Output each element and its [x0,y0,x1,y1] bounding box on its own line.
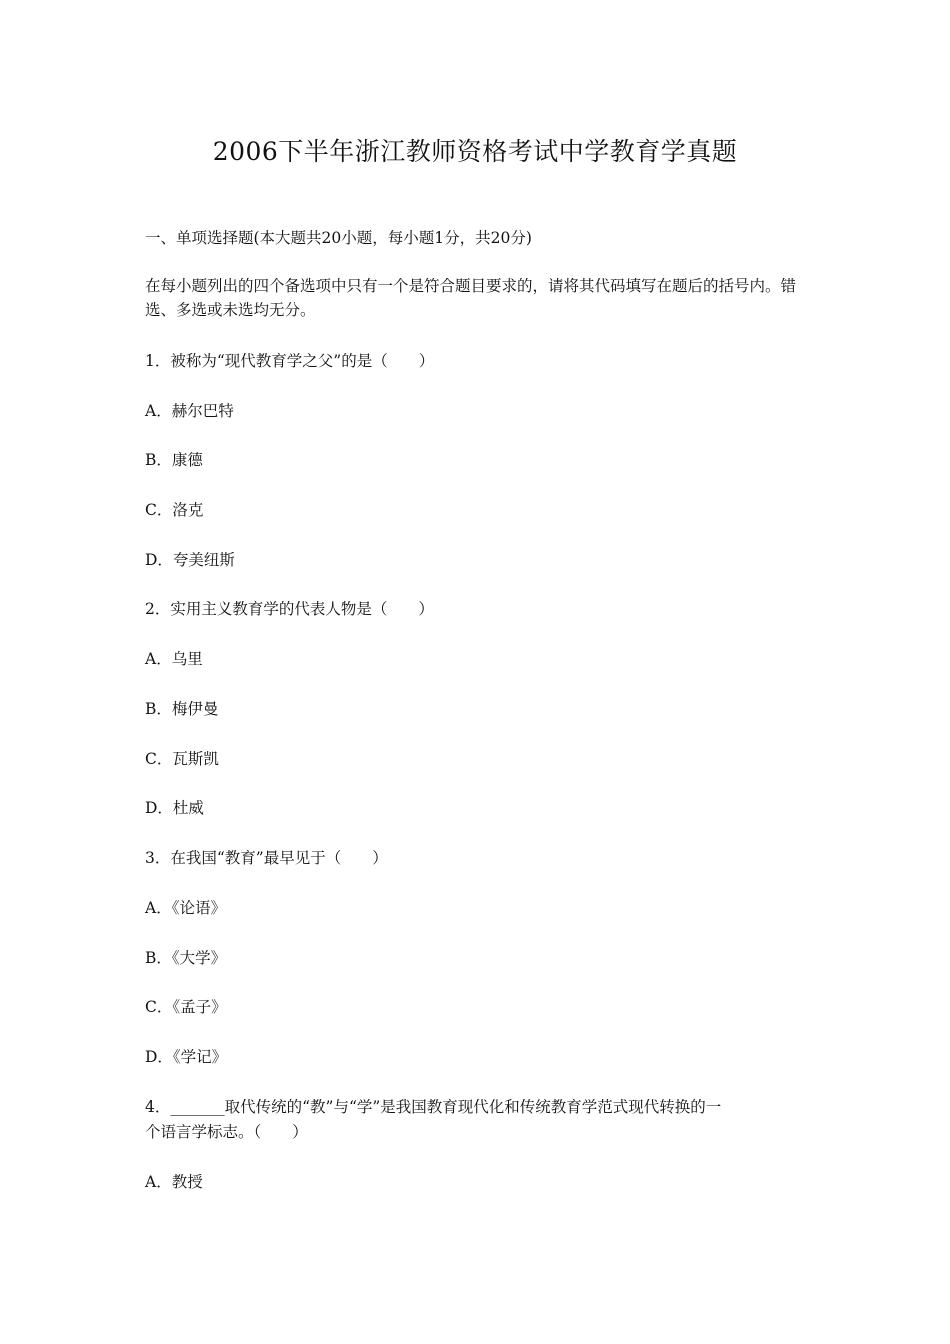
answer-option: C．洛克 [145,501,204,519]
question-stem: 4．_______取代传统的“教”与“学”是我国教育现代化和传统教育学范式现代转换的一 [145,1098,722,1116]
section-heading: 一、单项选择题(本大题共20小题，每小题1分，共20分) [145,229,532,247]
answer-option: C．瓦斯凯 [145,750,219,768]
question-stem: 1．被称为“现代教育学之父”的是（ ） [145,352,435,370]
question-stem: 2．实用主义教育学的代表人物是（ ） [145,600,434,618]
instructions: 在每小题列出的四个备选项中只有一个是符合题目要求的，请将其代码填写在题后的括号内。错选、多选或未选均无分。 [145,277,797,319]
question-stem-continued: 个语言学标志。（ ） [145,1123,308,1141]
page-title: 2006下半年浙江教师资格考试中学教育学真题 [212,137,738,166]
answer-option: B．康德 [145,451,203,469]
answer-option: C．《孟子》 [145,998,227,1016]
answer-option: D．《学记》 [145,1048,228,1066]
answer-option: A．赫尔巴特 [145,402,234,420]
answer-option: B．梅伊曼 [145,700,219,718]
answer-option: A．教授 [145,1173,203,1191]
answer-option: D．杜威 [145,799,204,817]
answer-option: D．夸美纽斯 [145,551,235,569]
answer-option: A．《论语》 [145,899,226,917]
answer-option: B．《大学》 [145,949,227,967]
answer-option: A．乌里 [145,650,203,668]
question-stem: 3．在我国“教育”最早见于（ ） [145,849,388,867]
